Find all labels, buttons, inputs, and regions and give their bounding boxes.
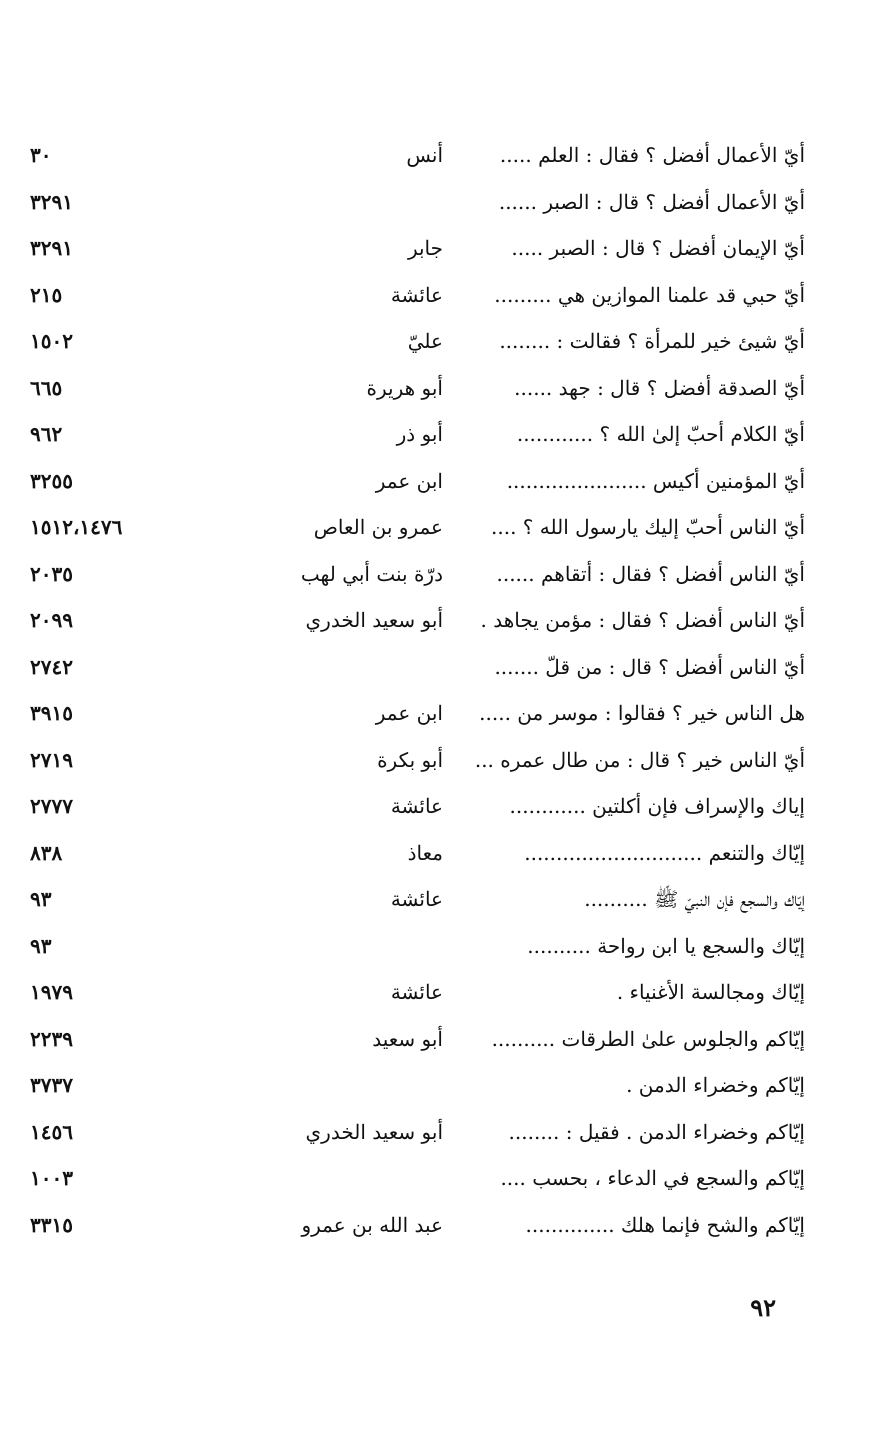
reference-number <box>30 830 210 877</box>
reference-number-text: ٦٦٥ <box>30 375 63 400</box>
index-row <box>30 969 805 1016</box>
narrator-name: عائشة <box>390 887 443 911</box>
index-row <box>30 690 805 737</box>
index-row <box>30 644 805 691</box>
reference-number <box>30 644 210 691</box>
index-row <box>30 458 805 505</box>
reference-number-text: ٢١٥ <box>30 282 63 307</box>
hadith-opening-text: أيّ الصدقة أفضل ؟ قال : جهد ...... <box>514 375 805 400</box>
reference-number <box>30 876 210 923</box>
index-row <box>30 179 805 226</box>
reference-number <box>30 365 210 412</box>
reference-number-text: ٢٠٣٥ <box>30 561 73 586</box>
hadith-opening-text: إياك والإسراف فإن أكلتين ............ <box>509 794 805 818</box>
hadith-opening-text: أيّ الأعمال أفضل ؟ قال : الصبر ...... <box>498 189 805 214</box>
index-row <box>30 504 805 551</box>
narrator-name: عليّ <box>407 329 443 353</box>
reference-number-text: ٩٦٢ <box>30 422 63 446</box>
reference-number-text: ٣٢٩١ <box>30 189 73 214</box>
reference-number <box>30 783 210 830</box>
hadith-opening-text: أيّ الأعمال أفضل ؟ فقال : العلم ..... <box>499 143 805 167</box>
reference-number-text: ٢٢٣٩ <box>30 1026 73 1051</box>
reference-number <box>30 225 210 272</box>
hadith-opening-text: أيّ الكلام أحبّ إلىٰ الله ؟ ............ <box>516 422 805 446</box>
reference-number <box>30 179 210 226</box>
reference-number-text: ١٥٠٢ <box>30 329 73 353</box>
index-row <box>30 783 805 830</box>
reference-number <box>30 458 210 505</box>
page-number: ٩٢ <box>750 1293 776 1322</box>
narrator-name: أبو سعيد الخدري <box>305 608 443 632</box>
hadith-opening-text: أيّ الناس أفضل ؟ فقال : مؤمن يجاهد . <box>480 608 805 632</box>
reference-number-text: ٢٧٧٧ <box>30 794 73 818</box>
narrator-name: ابن عمر <box>375 701 443 725</box>
reference-number <box>30 1062 210 1109</box>
hadith-opening-text: هل الناس خير ؟ فقالوا : موسر من ..... <box>479 701 805 725</box>
hadith-opening-text: أيّ الإيمان أفضل ؟ قال : الصبر ..... <box>511 236 805 260</box>
reference-number-text: ٢٧٤٢ <box>30 654 73 679</box>
reference-number-text: ١٤٥٦ <box>30 1119 73 1144</box>
reference-number <box>30 969 210 1016</box>
reference-number-text: ٩٣ <box>30 933 52 958</box>
narrator-name: أبو سعيد الخدري <box>305 1119 443 1144</box>
hadith-opening-text: إيّاكم والسجع في الدعاء ، بحسب .... <box>500 1166 805 1190</box>
hadith-opening-text: أيّ شيئ خير للمرأة ؟ فقالت : ........ <box>499 329 805 353</box>
narrator-name: جابر <box>407 236 443 260</box>
index-row <box>30 1062 805 1109</box>
hadith-opening-text: أيّ الناس خير ؟ قال : من طال عمره ... <box>474 747 805 772</box>
narrator-name: ابن عمر <box>375 468 443 493</box>
hadith-index-list <box>30 132 805 1248</box>
index-row <box>30 737 805 784</box>
reference-number <box>30 1016 210 1063</box>
index-row <box>30 551 805 598</box>
index-row <box>30 830 805 877</box>
narrator-name: أبو سعيد <box>372 1026 443 1051</box>
reference-number <box>30 1155 210 1202</box>
narrator-name: عائشة <box>390 282 443 307</box>
index-row <box>30 1202 805 1249</box>
reference-number <box>30 1109 210 1156</box>
reference-number-text: ٣٣١٥ <box>30 1212 73 1237</box>
reference-number <box>30 923 210 970</box>
index-row <box>30 411 805 458</box>
narrator-name: أبو هريرة <box>366 375 443 400</box>
narrator-name: عائشة <box>390 794 443 818</box>
narrator-name: درّة بنت أبي لهب <box>300 561 443 586</box>
reference-number <box>30 318 210 365</box>
reference-number-text: ٢٠٩٩ <box>30 608 73 632</box>
hadith-opening-text: إيّاكم والشح فإنما هلك .............. <box>525 1212 805 1237</box>
reference-number-text: ٣٩١٥ <box>30 701 73 725</box>
reference-number-text: ١٥١٢،١٤٧٦ <box>30 515 123 539</box>
reference-number <box>30 272 210 319</box>
reference-number <box>30 504 210 551</box>
hadith-opening-text: إيّاك والسجع فإن النبيّ ﷺ .......... <box>584 887 805 911</box>
reference-number-text: ٣٧٣٧ <box>30 1073 73 1097</box>
index-row <box>30 1155 805 1202</box>
index-row <box>30 225 805 272</box>
index-row <box>30 1109 805 1156</box>
index-row <box>30 132 805 179</box>
index-row <box>30 876 805 923</box>
reference-number-text: ١٠٠٣ <box>30 1166 73 1190</box>
narrator-name: عمرو بن العاص <box>313 515 443 539</box>
hadith-opening-text: أيّ الناس أحبّ إليك يارسول الله ؟ .... <box>491 515 805 539</box>
hadith-opening-text: أيّ الناس أفضل ؟ فقال : أتقاهم ...... <box>496 561 805 586</box>
reference-number-text: ٩٣ <box>30 887 52 911</box>
index-row <box>30 597 805 644</box>
index-row <box>30 272 805 319</box>
hadith-opening-text: أيّ الناس أفضل ؟ قال : من قلّ ....... <box>494 654 805 679</box>
reference-number <box>30 132 210 179</box>
hadith-opening-text: إيّاك والسجع يا ابن رواحة .......... <box>527 933 805 958</box>
narrator-name: أبو بكرة <box>377 747 443 772</box>
index-row <box>30 318 805 365</box>
index-row <box>30 923 805 970</box>
reference-number <box>30 1202 210 1249</box>
hadith-opening-text: إيّاكم والجلوس علىٰ الطرقات .......... <box>491 1026 805 1051</box>
reference-number <box>30 737 210 784</box>
reference-number-text: ١٩٧٩ <box>30 980 73 1004</box>
reference-number-text: ٣٢٩١ <box>30 236 73 260</box>
reference-number-text: ٨٣٨ <box>30 840 63 865</box>
hadith-opening-text: إيّاك ومجالسة الأغنياء . <box>616 980 805 1004</box>
reference-number <box>30 597 210 644</box>
narrator-name: معاذ <box>407 840 443 865</box>
reference-number-text: ٣٢٥٥ <box>30 468 73 493</box>
reference-number-text: ٣٠ <box>30 143 52 167</box>
hadith-opening-text: أيّ حبي قد علمنا الموازين هي ......... <box>494 282 805 307</box>
narrator-name: أنس <box>406 143 443 167</box>
hadith-opening-text: إيّاك والتنعم ............................ <box>524 840 805 865</box>
index-row <box>30 1016 805 1063</box>
narrator-name: أبو ذر <box>396 422 443 446</box>
reference-number-text: ٢٧١٩ <box>30 747 73 772</box>
narrator-name: عائشة <box>390 980 443 1004</box>
reference-number <box>30 690 210 737</box>
narrator-name: عبد الله بن عمرو <box>301 1212 443 1237</box>
reference-number <box>30 551 210 598</box>
index-row <box>30 365 805 412</box>
hadith-opening-text: إيّاكم وخضراء الدمن . فقيل : ........ <box>508 1119 805 1144</box>
reference-number <box>30 411 210 458</box>
hadith-opening-text: إيّاكم وخضراء الدمن . <box>626 1073 805 1097</box>
hadith-opening-text: أيّ المؤمنين أكيس ...................... <box>506 468 805 493</box>
